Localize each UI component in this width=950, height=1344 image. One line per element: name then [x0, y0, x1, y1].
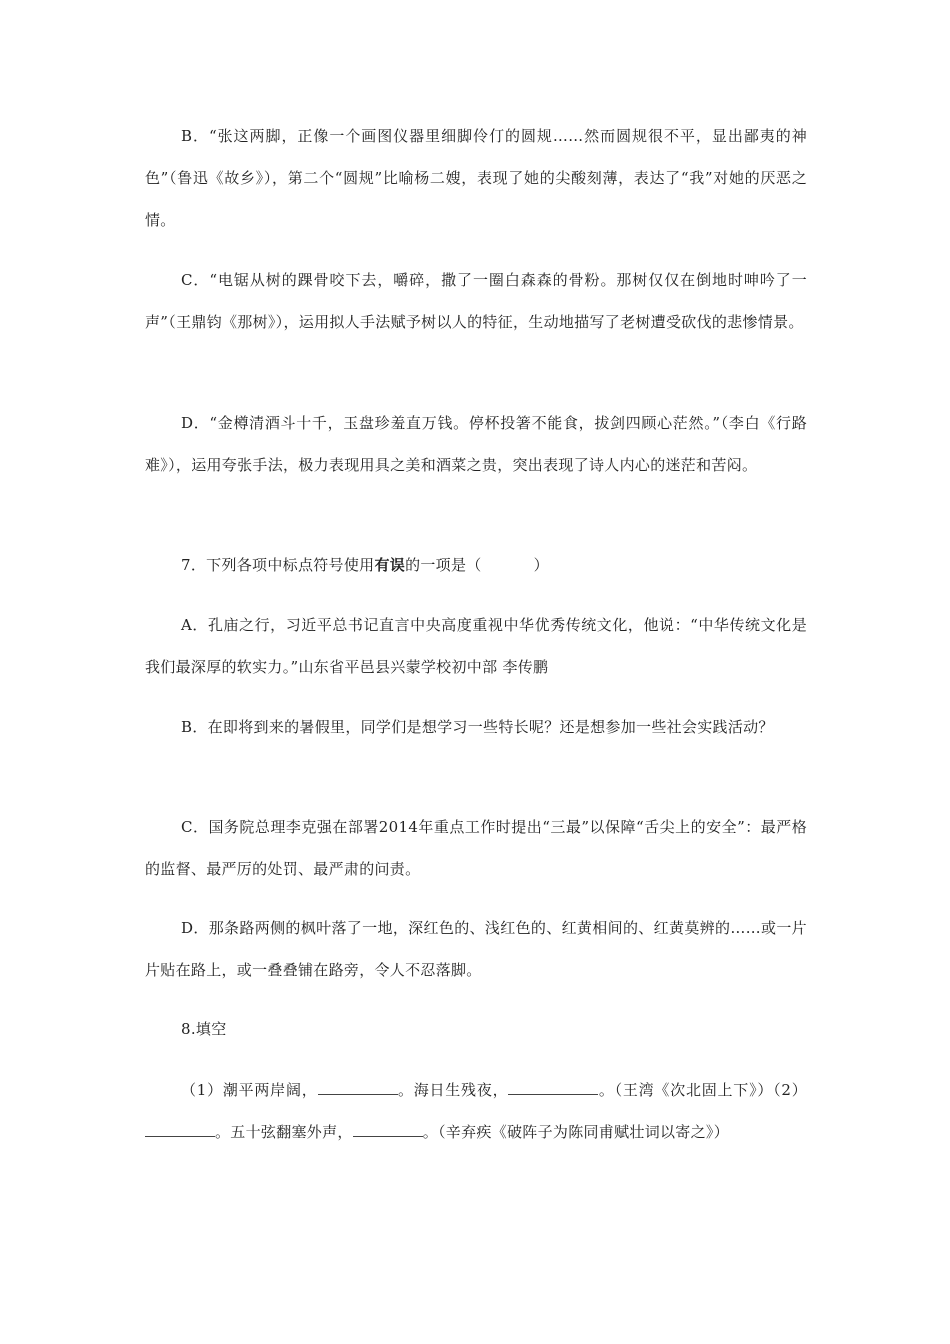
- q7-stem-close: ）: [533, 556, 549, 574]
- q8-blank-2: [508, 1080, 598, 1095]
- q7-option-d: D．那条路两侧的枫叶落了一地，深红色的、浅红色的、红黄相间的、红黄莫辨的……或一片片贴在路上，或一叠叠铺在路旁，令人不忍落脚。: [145, 919, 807, 979]
- q7-stem-emphasis: 有误: [374, 556, 406, 574]
- q6-option-c: C．“电锯从树的踝骨咬下去，嚼碎，撒了一圈白森森的骨粉。那树仅仅在倒地时呻吟了一声”（王鼎钧《那树》），运用拟人手法赋予树以人的特征，生动地描写了老树遭受砍伐的悲惨情景。: [145, 271, 807, 331]
- q8-line2-end: 。（辛弃疾《破阵子为陈同甫赋壮词以寄之》）: [422, 1123, 730, 1141]
- q8-blank-4: [353, 1122, 423, 1137]
- q8-blank-1: [318, 1080, 398, 1095]
- q7-option-a: A．孔庙之行，习近平总书记直言中央高度重视中华优秀传统文化，他说：“中华传统文化是我们最深厚的软实力。”山东省平邑县兴蒙学校初中部 李传鹏: [145, 616, 807, 676]
- q7-stem: [145, 544, 807, 586]
- q7-stem-prefix: 7．下列各项中标点符号使用: [181, 556, 375, 574]
- q8-line2-mid: 。五十弦翻塞外声，: [215, 1123, 353, 1141]
- q8-line1-mid: 。海日生残夜，: [397, 1081, 509, 1099]
- q8-line1-start: （1）潮平两岸阔，: [181, 1081, 318, 1099]
- q6-option-b: B．“张这两脚，正像一个画图仪器里细脚伶仃的圆规……然而圆规很不平，显出鄙夷的神色”（鲁迅《故乡》），第二个“圆规”比喻杨二嫂，表现了她的尖酸刻薄，表达了“我”对她的厌恶之情。: [145, 127, 807, 229]
- q8-title: 8.填空: [181, 1020, 227, 1038]
- q8-line1-end: 。（王湾《次北固上下》）（2）: [598, 1081, 807, 1099]
- q8-blank-3: [145, 1122, 215, 1137]
- q7-stem-suffix: 的一项是（: [405, 556, 482, 574]
- q8-fill-in: [145, 1069, 807, 1153]
- q6-option-d: D．“金樽清酒斗十千，玉盘珍羞直万钱。停杯投箸不能食，拔剑四顾心茫然。”（李白《行路难》），运用夸张手法，极力表现用具之美和酒菜之贵，突出表现了诗人内心的迷茫和苦闷。: [145, 414, 807, 474]
- q7-option-c: C．国务院总理李克强在部署2014年重点工作时提出“三最”以保障“舌尖上的安全”：最严格的监督、最严厉的处罚、最严肃的问责。: [145, 818, 807, 878]
- q7-option-b: B．在即将到来的暑假里，同学们是想学习一些特长呢？还是想参加一些社会实践活动？: [181, 718, 774, 736]
